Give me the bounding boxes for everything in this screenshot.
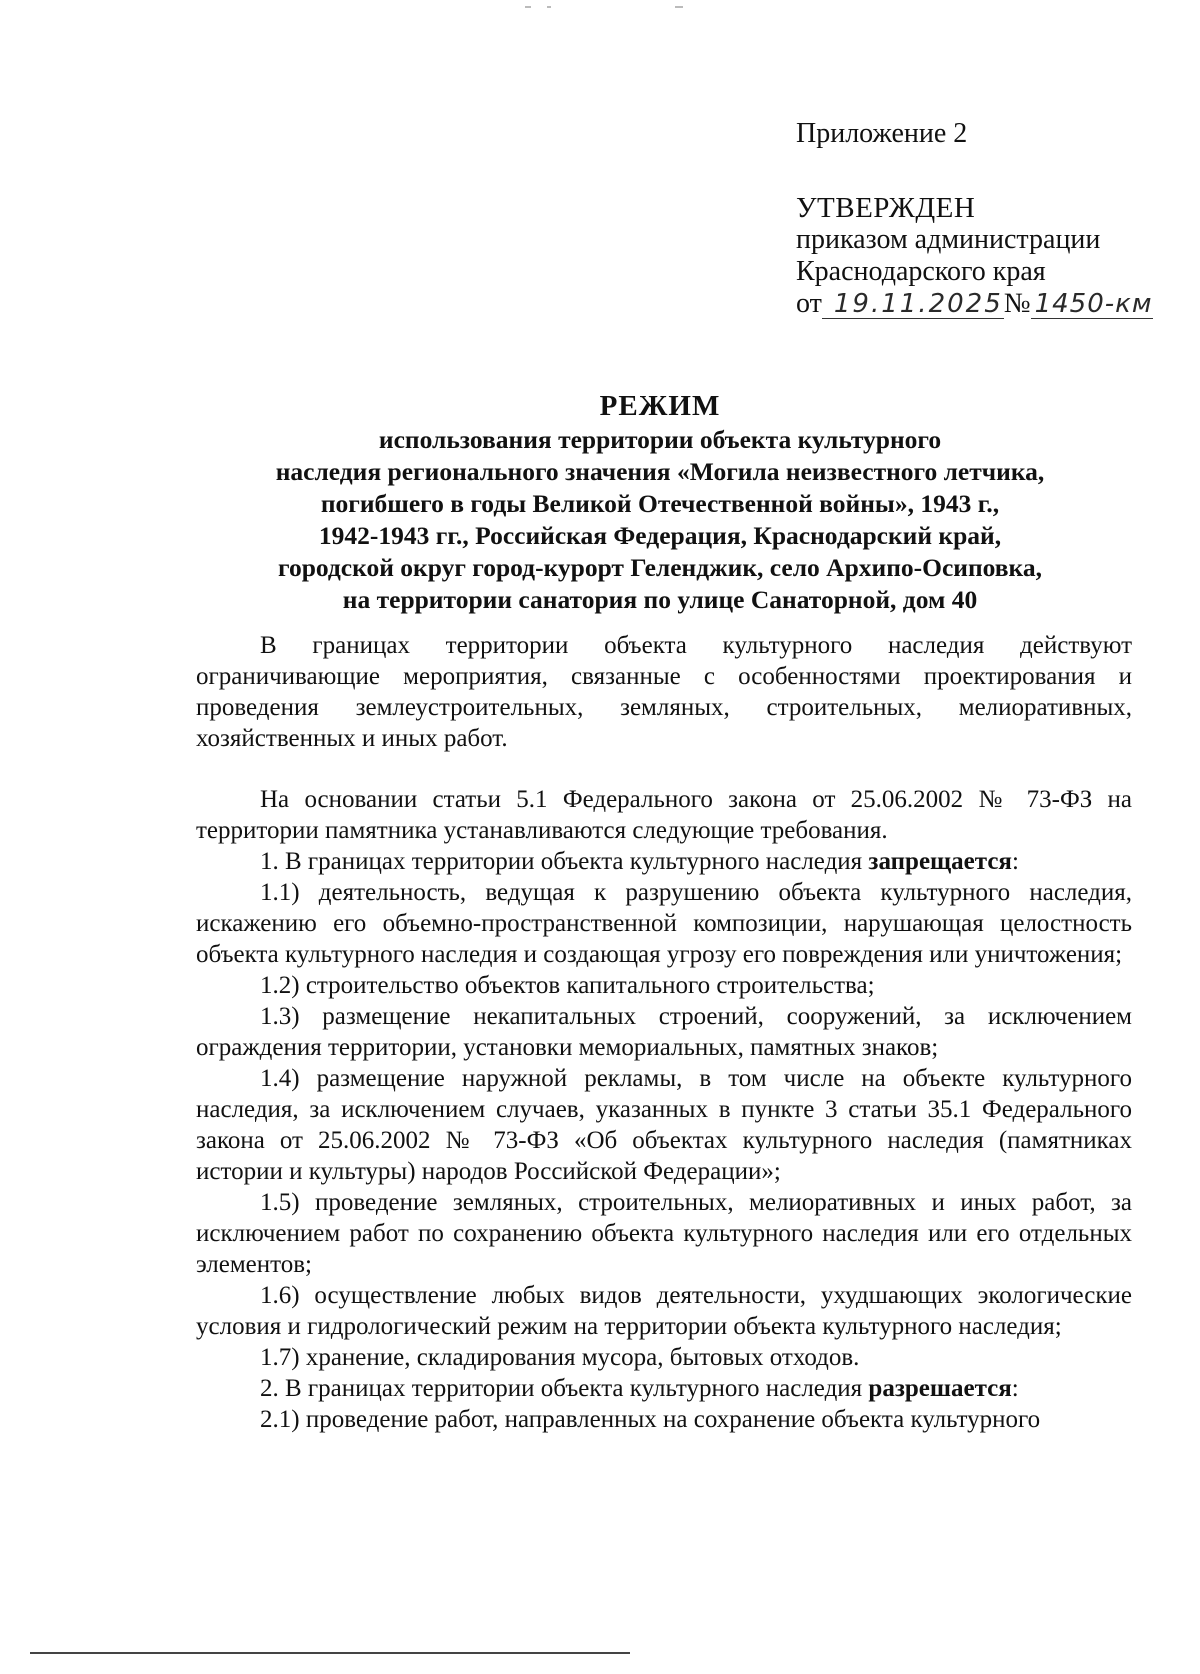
prohibited-keyword: запрещается [868, 848, 1012, 875]
list-item: 1.1) деятельность, ведущая к разрушению объекта культурного наследия, искажению его объемно-пространственной композиции, нарушающая целостность объекта культурного наследия и создающая угрозу его повреждения или уничтожения; [196, 879, 1132, 968]
bottom-edge-line [30, 1652, 630, 1654]
list-item: 1.5) проведение земляных, строительных, мелиоративных и иных работ, за исключением работ по сохранению объекта культурного наследия или его отдельных элементов; [196, 1189, 1132, 1278]
approved-title: УТВЕРЖДЕН [796, 192, 976, 224]
list-item: 1.2) строительство объектов капитального строительства; [260, 972, 875, 999]
list-item: 1.7) хранение, складирования мусора, бытовых отходов. [260, 1344, 860, 1371]
title-line: погибшего в годы Великой Отечественной войны», 1943 г., [320, 489, 1000, 518]
list-item: 1.3) размещение некапитальных строений, сооружений, за исключением ограждения территории, установки мемориальных, памятных знаков; [196, 1003, 1132, 1061]
title-line: городской округ город-курорт Геленджик, село Архипо-Осиповка, [278, 553, 1042, 582]
approval-block [796, 192, 1153, 320]
approval-date-number [796, 288, 1153, 320]
document-body [196, 630, 1132, 1435]
handwritten-date: 19.11.2025 [822, 290, 1004, 319]
intro-paragraph: В границах территории объекта культурного наследия действуют ограничивающие мероприятия, связанные с особенностями проектирования и проведения землеустроительных, земляных, строительных, мелиоративных, хозяйственных и иных работ. [196, 632, 1132, 752]
title-head: РЕЖИМ [599, 390, 721, 422]
section-1-heading: 1. В границах территории объекта культурного наследия запрещается: [260, 848, 1019, 875]
title-line: наследия регионального значения «Могила неизвестного летчика, [275, 457, 1045, 486]
number-prefix: № [1003, 288, 1031, 319]
title-line: использования территории объекта культурного [378, 425, 942, 454]
date-prefix: от [796, 288, 822, 319]
basis-paragraph: На основании статьи 5.1 Федерального закона от 25.06.2002 № 73-ФЗ на территории памятника устанавливаются следующие требования. [196, 786, 1132, 844]
title-line: 1942-1943 гг., Российская Федерация, Краснодарский край, [318, 521, 1002, 550]
appendix-label: Приложение 2 [796, 118, 968, 149]
title-line: на территории санатория по улице Санаторной, дом 40 [342, 585, 978, 614]
document-title [160, 388, 1160, 616]
list-item: 2.1) проведение работ, направленных на сохранение объекта культурного [260, 1406, 1041, 1433]
scan-marks [525, 6, 725, 16]
handwritten-number: 1450-км [1031, 290, 1153, 319]
list-item: 1.4) размещение наружной рекламы, в том числе на объекте культурного наследия, за исключением случаев, указанных в пункте 3 статьи 35.1 Федерального закона от 25.06.2002 № 73-ФЗ «Об объектах культурного наследия (памятниках истории и культуры) народов Российской Федерации»; [196, 1065, 1132, 1185]
approved-line-2: Краснодарского края [796, 256, 1046, 287]
approved-line-1: приказом администрации [796, 224, 1101, 255]
section-2-heading: 2. В границах территории объекта культурного наследия разрешается: [260, 1375, 1019, 1402]
list-item: 1.6) осуществление любых видов деятельности, ухудшающих экологические условия и гидрологический режим на территории объекта культурного наследия; [196, 1282, 1132, 1340]
allowed-keyword: разрешается [868, 1375, 1012, 1402]
